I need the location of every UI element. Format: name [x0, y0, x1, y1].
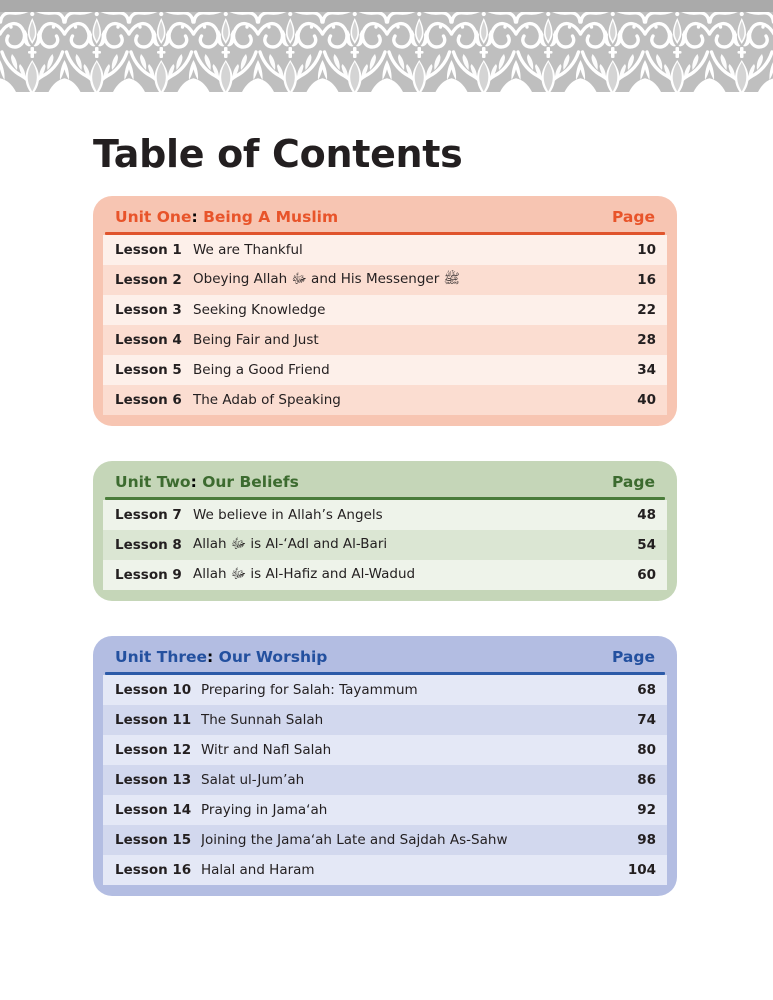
lesson-page-number: 98 — [637, 832, 656, 848]
lesson-number: Lesson 11 — [115, 712, 192, 728]
lesson-title: Preparing for Salah: Tayammum — [201, 682, 418, 698]
unit-two-lesson-list — [103, 500, 667, 590]
lesson-title: Allah ﷻ is Al-Hafiz and Al-Wadud — [193, 566, 416, 582]
page-column-label-two: Page — [611, 473, 655, 491]
list-item[interactable] — [103, 500, 667, 530]
lesson-title: Being Fair and Just — [193, 332, 319, 348]
unit-header-two — [103, 470, 667, 497]
lesson-number: Lesson 16 — [115, 862, 192, 878]
unit-two-subject: Our Beliefs — [202, 473, 299, 491]
lesson-number: Lesson 10 — [115, 682, 192, 698]
list-item[interactable] — [103, 265, 667, 295]
lesson-number: Lesson 4 — [115, 332, 182, 348]
lesson-title: Halal and Haram — [201, 862, 315, 878]
lesson-title: Praying in Jamaʻah — [201, 802, 328, 818]
unit-one-subject: Being A Muslim — [203, 208, 339, 226]
lesson-page-number: 48 — [637, 507, 656, 523]
unit-two-title — [115, 473, 299, 491]
lesson-number: Lesson 15 — [115, 832, 192, 848]
unit-header-one — [103, 205, 667, 232]
list-item[interactable] — [103, 765, 667, 795]
lesson-page-number: 10 — [637, 242, 656, 258]
list-item[interactable] — [103, 355, 667, 385]
unit-three-title — [115, 648, 327, 666]
lesson-title: Being a Good Friend — [193, 362, 330, 378]
list-item[interactable] — [103, 295, 667, 325]
unit-one-separator: : — [191, 208, 204, 226]
lesson-page-number: 60 — [637, 567, 656, 583]
list-item[interactable] — [103, 855, 667, 885]
lesson-page-number: 40 — [637, 392, 656, 408]
lesson-page-number: 92 — [637, 802, 656, 818]
lesson-page-number: 22 — [637, 302, 656, 318]
lesson-page-number: 74 — [637, 712, 656, 728]
lesson-number: Lesson 5 — [115, 362, 182, 378]
unit-header-three — [103, 645, 667, 672]
unit-card-two — [93, 461, 677, 601]
table-of-contents — [93, 196, 677, 896]
ornamental-header-band — [0, 0, 773, 120]
list-item[interactable] — [103, 325, 667, 355]
list-item[interactable] — [103, 795, 667, 825]
list-item[interactable] — [103, 235, 667, 265]
list-item[interactable] — [103, 735, 667, 765]
page-column-label-one: Page — [611, 208, 655, 226]
lesson-number: Lesson 12 — [115, 742, 192, 758]
arabesque-border-ornament — [0, 0, 773, 120]
lesson-title: Witr and Nafl Salah — [201, 742, 332, 758]
lesson-number: Lesson 9 — [115, 567, 182, 583]
lesson-page-number: 104 — [627, 862, 656, 878]
list-item[interactable] — [103, 705, 667, 735]
unit-one-name: Unit One — [115, 208, 192, 226]
lesson-title: Salat ul-Jum’ah — [201, 772, 305, 788]
lesson-title: Joining the Jamaʻah Late and Sajdah As-Sahw — [201, 832, 508, 848]
list-item[interactable] — [103, 825, 667, 855]
lesson-number: Lesson 3 — [115, 302, 182, 318]
lesson-page-number: 28 — [637, 332, 656, 348]
lesson-title: We are Thankful — [193, 242, 303, 258]
lesson-number: Lesson 1 — [115, 242, 182, 258]
page-column-label-three: Page — [611, 648, 655, 666]
lesson-title: Seeking Knowledge — [193, 302, 326, 318]
unit-two-name: Unit Two — [115, 473, 191, 491]
unit-three-subject: Our Worship — [218, 648, 328, 666]
lesson-number: Lesson 14 — [115, 802, 192, 818]
lesson-title: The Sunnah Salah — [201, 712, 324, 728]
lesson-number: Lesson 7 — [115, 507, 182, 523]
lesson-number: Lesson 8 — [115, 537, 182, 553]
lesson-page-number: 68 — [637, 682, 656, 698]
lesson-page-number: 16 — [637, 272, 656, 288]
unit-three-separator: : — [207, 648, 219, 666]
lesson-number: Lesson 6 — [115, 392, 182, 408]
unit-three-name: Unit Three — [115, 648, 208, 666]
lesson-title: Allah ﷻ is Al-‘Adl and Al-Bari — [193, 536, 388, 552]
list-item[interactable] — [103, 530, 667, 560]
lesson-page-number: 80 — [637, 742, 656, 758]
lesson-number: Lesson 2 — [115, 272, 182, 288]
unit-card-one — [93, 196, 677, 426]
lesson-title: Obeying Allah ﷻ and His Messenger ﷺ — [193, 271, 460, 287]
lesson-page-number: 54 — [637, 537, 656, 553]
list-item[interactable] — [103, 560, 667, 590]
lesson-title: We believe in Allah’s Angels — [193, 507, 383, 523]
unit-one-title — [115, 208, 338, 226]
lesson-page-number: 86 — [637, 772, 656, 788]
lesson-title: The Adab of Speaking — [193, 392, 341, 408]
unit-two-separator: : — [190, 473, 203, 491]
list-item[interactable] — [103, 675, 667, 705]
lesson-page-number: 34 — [637, 362, 656, 378]
lesson-number: Lesson 13 — [115, 772, 192, 788]
unit-three-lesson-list — [103, 675, 667, 885]
unit-one-lesson-list — [103, 235, 667, 415]
page-title: Table of Contents — [93, 132, 463, 176]
unit-card-three — [93, 636, 677, 896]
list-item[interactable] — [103, 385, 667, 415]
